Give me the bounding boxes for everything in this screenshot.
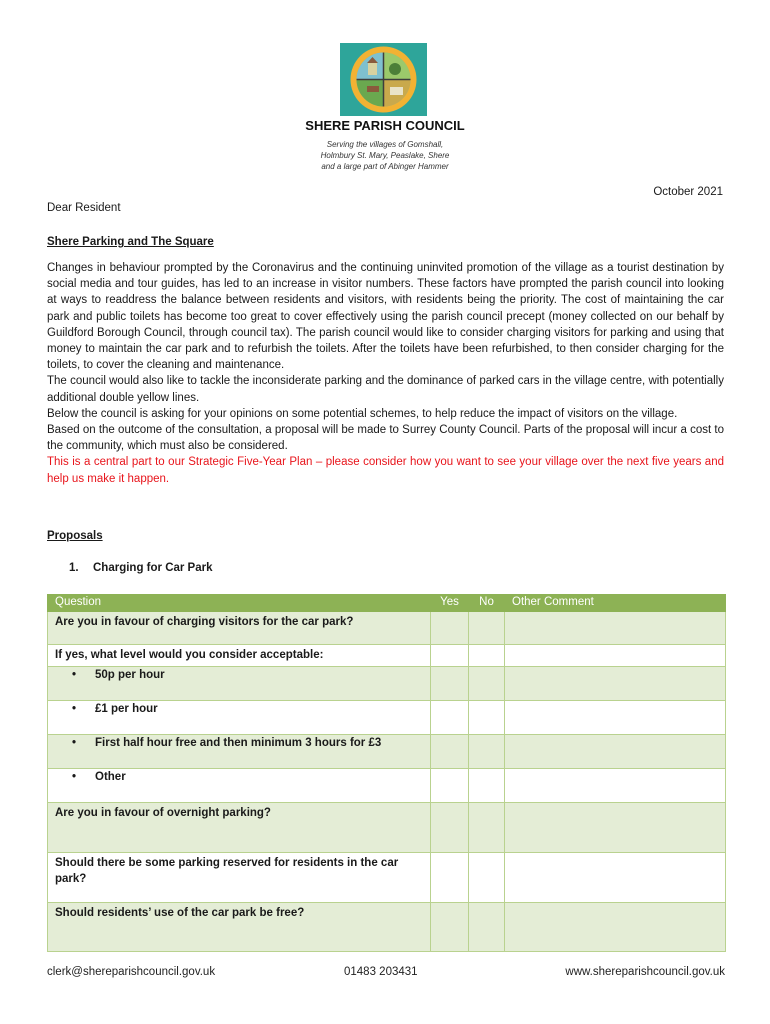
question-cell: Are you in favour of overnight parking? (48, 802, 431, 852)
letter-subject: Shere Parking and The Square (47, 236, 214, 248)
table-header-row (48, 595, 726, 612)
comment-cell[interactable] (505, 768, 726, 802)
body-paragraph: Below the council is asking for your opinions on some potential schemes, to help reduce the impact of visitors on the village. (47, 407, 678, 420)
yes-cell[interactable] (431, 645, 469, 667)
bullet-icon: • (72, 770, 77, 783)
table-row (48, 802, 726, 852)
option-cell (48, 734, 431, 768)
yes-cell[interactable] (431, 734, 469, 768)
question-cell: Are you in favour of charging visitors for the car park? (48, 612, 431, 645)
question-cell: Should there be some parking reserved for residents in the car park? (48, 852, 431, 902)
header-other-comment: Other Comment (505, 595, 726, 612)
option-label: First half hour free and then minimum 3 hours for £3 (95, 736, 382, 749)
comment-cell[interactable] (505, 902, 726, 951)
footer-website[interactable]: www.shereparishcouncil.gov.uk (565, 966, 725, 978)
comment-cell[interactable] (505, 700, 726, 734)
comment-cell[interactable] (505, 802, 726, 852)
section-number: 1. (69, 562, 79, 574)
no-cell[interactable] (469, 666, 505, 700)
letter-body (47, 260, 724, 487)
comment-cell[interactable] (505, 734, 726, 768)
option-cell (48, 700, 431, 734)
proposals-heading: Proposals (47, 530, 103, 542)
table-row (48, 902, 726, 951)
yes-cell[interactable] (431, 768, 469, 802)
no-cell[interactable] (469, 902, 505, 951)
body-paragraph: The council would also like to tackle the inconsiderate parking and the dominance of parked cars in the village centre, with potentially additional double yellow lines. (47, 375, 724, 404)
no-cell[interactable] (469, 645, 505, 667)
tagline-line: Holmbury St. Mary, Peaslake, Shere (320, 151, 450, 160)
option-label: Other (95, 770, 126, 783)
section-heading (69, 562, 213, 574)
comment-cell[interactable] (505, 666, 726, 700)
table-row (48, 645, 726, 667)
option-label: £1 per hour (95, 702, 158, 715)
no-cell[interactable] (469, 734, 505, 768)
question-cell: Should residents’ use of the car park be free? (48, 902, 431, 951)
no-cell[interactable] (469, 852, 505, 902)
table-row (48, 734, 726, 768)
comment-cell[interactable] (505, 645, 726, 667)
question-cell: If yes, what level would you consider acceptable: (48, 645, 431, 667)
body-paragraph: Changes in behaviour prompted by the Coronavirus and the continuing uninvited promotion of the village as a tourist destination by social media and tour guides, has led to an increase in visitor numbers. These factors have prompted the parish council into looking at ways to readdress the balance between residents and visitors, with residents being the priority. The cost of maintaining the car park and public toilets has become too great to cover effectively using the parish council precept (money collected on our behalf by Guildford Borough Council, through council tax). The parish council would like to consider charging visitors for parking and using that money to maintain the car park and to refurbish the toilets. After the toilets have been refurbished, to then consider charging for the toilets, to cover the cleaning and maintenance. (47, 262, 724, 372)
tagline-line: Serving the villages of Gomshall, (326, 140, 444, 149)
no-cell[interactable] (469, 612, 505, 645)
yes-cell[interactable] (431, 802, 469, 852)
salutation: Dear Resident (47, 202, 121, 214)
bullet-icon: • (72, 702, 77, 715)
yes-cell[interactable] (431, 902, 469, 951)
yes-cell[interactable] (431, 612, 469, 645)
tagline-line: and a large part of Abinger Hammer (321, 162, 449, 171)
table-row (48, 852, 726, 902)
comment-cell[interactable] (505, 852, 726, 902)
footer-email[interactable]: clerk@shereparishcouncil.gov.uk (47, 966, 216, 978)
yes-cell[interactable] (431, 852, 469, 902)
option-cell (48, 666, 431, 700)
table-row (48, 700, 726, 734)
no-cell[interactable] (469, 700, 505, 734)
bullet-icon: • (72, 668, 77, 681)
yes-cell[interactable] (431, 700, 469, 734)
body-paragraph: Based on the outcome of the consultation, a proposal will be made to Surrey County Council. Parts of the proposal will incur a cost to the community, which must also be considered. (47, 424, 724, 453)
highlight-paragraph: This is a central part to our Strategic Five-Year Plan – please consider how you want to see your village over the next five years and help us make it happen. (47, 456, 724, 485)
header-question: Question (48, 595, 431, 612)
yes-cell[interactable] (431, 666, 469, 700)
table-row (48, 768, 726, 802)
table-row (48, 666, 726, 700)
no-cell[interactable] (469, 802, 505, 852)
option-label: 50p per hour (95, 668, 165, 681)
comment-cell[interactable] (505, 612, 726, 645)
no-cell[interactable] (469, 768, 505, 802)
parish-council-logo (340, 43, 427, 116)
council-name: SHERE PARISH COUNCIL (305, 118, 465, 133)
option-cell (48, 768, 431, 802)
bullet-icon: • (72, 736, 77, 749)
table-row (48, 612, 726, 645)
section-title: Charging for Car Park (93, 562, 213, 574)
questionnaire-table (47, 594, 726, 952)
letter-date: October 2021 (653, 186, 723, 198)
header-no: No (469, 595, 505, 612)
footer-phone: 01483 203431 (344, 966, 418, 978)
header-yes: Yes (431, 595, 469, 612)
